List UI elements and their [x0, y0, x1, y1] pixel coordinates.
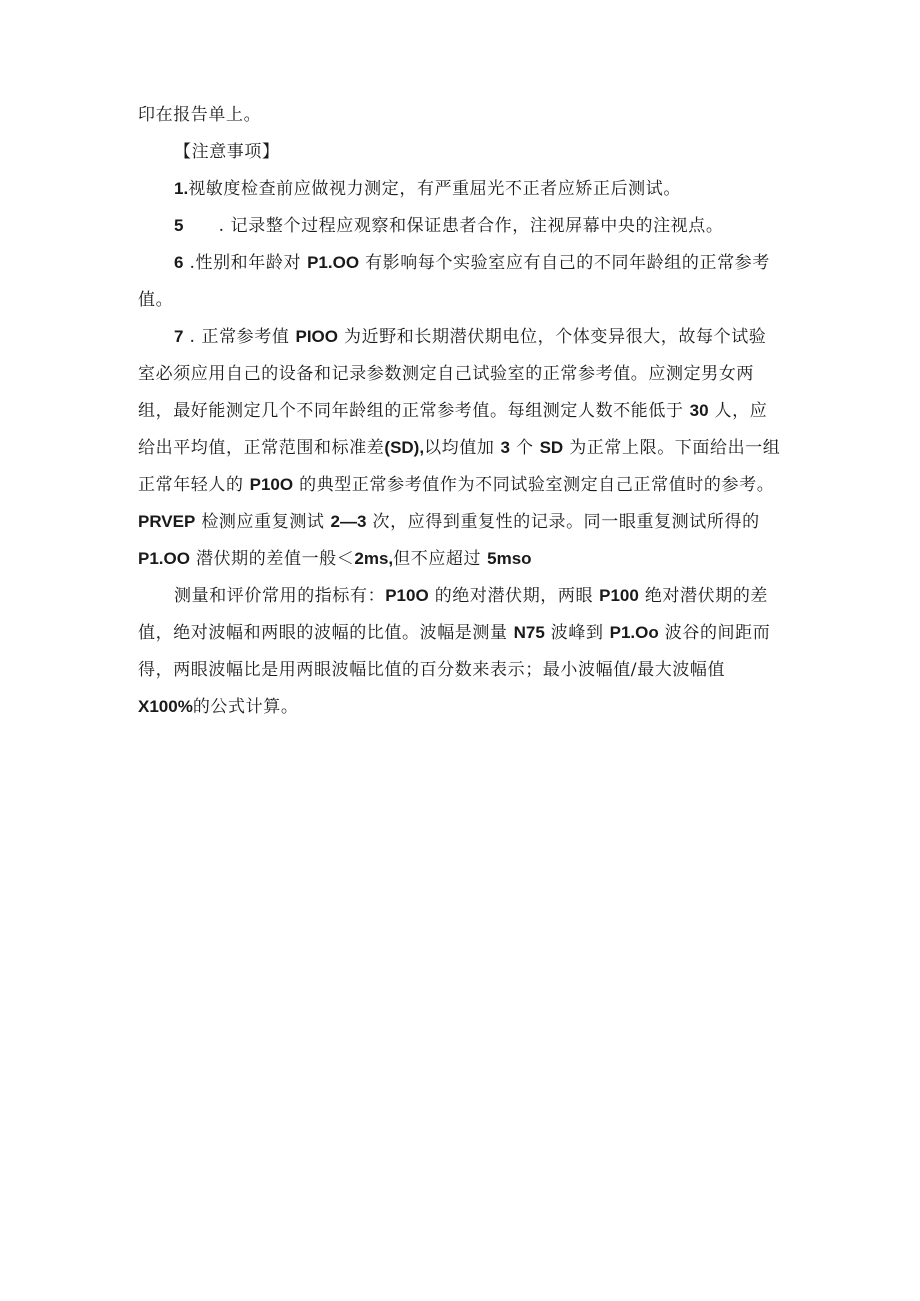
- text-run: .性别和年龄对: [183, 253, 308, 273]
- text-line: [174, 584, 768, 608]
- text-line: [174, 251, 770, 275]
- bold-text-run: P1.Oo: [609, 623, 659, 642]
- text-run: 有影响每个实验室应有自己的不同年龄组的正常参考: [359, 253, 770, 273]
- bold-text-run: P10O: [249, 475, 294, 494]
- text-run: 个: [509, 438, 540, 458]
- bold-text-run: SD: [539, 438, 564, 457]
- bold-text-run: P100: [599, 586, 639, 605]
- text-run: 但不应超过: [393, 549, 488, 569]
- text-line: [138, 547, 532, 571]
- text-run: 为近野和长期潜伏期电位，个体变异很大，故每个试验: [338, 327, 767, 347]
- text-run: 波峰到: [544, 623, 610, 643]
- text-run: 测量和评价常用的指标有：: [174, 586, 386, 606]
- bold-text-run: N75: [513, 623, 545, 642]
- text-run: 印在报告单上。: [138, 105, 262, 125]
- text-line: [138, 362, 754, 386]
- text-run: 正常年轻人的: [138, 475, 250, 495]
- bold-text-run: PRVEP: [138, 512, 196, 531]
- text-line: [138, 399, 767, 423]
- bold-text-run: 7: [174, 327, 184, 346]
- bold-text-run: 5mso: [487, 549, 532, 568]
- text-run: 潜伏期的差值一般＜: [189, 549, 355, 569]
- text-run: 为正常上限。下面给出一组: [563, 438, 781, 458]
- bold-text-run: 3: [500, 438, 510, 457]
- text-line: [138, 658, 725, 682]
- bold-text-run: P1.OO: [138, 549, 190, 568]
- text-run: 的典型正常参考值作为不同试验室测定自己正常值时的参考。: [293, 475, 775, 495]
- text-line: [138, 288, 173, 312]
- text-run: 的绝对潜伏期，两眼: [428, 586, 600, 606]
- bold-text-run: P1.OO: [307, 253, 360, 272]
- text-run: 值，绝对波幅和两眼的波幅的比值。波幅是测量: [138, 623, 514, 643]
- text-line: [174, 325, 766, 349]
- text-run: 【注意事项】: [174, 142, 280, 162]
- bold-text-run: 5: [174, 216, 184, 235]
- text-line: [138, 436, 780, 460]
- bold-text-run: (SD),: [384, 438, 425, 457]
- bold-text-run: 30: [689, 401, 709, 420]
- text-run: 得，两眼波幅比是用两眼波幅比值的百分数来表示；最小波幅值/最大波幅值: [138, 660, 726, 680]
- text-run: 次，应得到重复性的记录。同一眼重复测试所得的: [366, 512, 760, 532]
- section-heading: [174, 140, 280, 164]
- text-run: 绝对潜伏期的差: [638, 586, 769, 606]
- text-run: 的公式计算。: [192, 697, 299, 717]
- text-line: [138, 473, 774, 497]
- text-line: [138, 103, 261, 127]
- text-run: 视敏度检查前应做视力测定，有严重屈光不正者应矫正后测试。: [188, 179, 681, 199]
- bold-text-run: 1.: [174, 179, 189, 198]
- bold-text-run: 2—3: [330, 512, 367, 531]
- text-run: 室必须应用自己的设备和记录参数测定自己试验室的正常参考值。应测定男女两: [138, 364, 754, 384]
- text-run: 以均值加: [424, 438, 501, 458]
- bold-text-run: X100%: [138, 697, 193, 716]
- text-run: . 正常参考值: [183, 327, 296, 347]
- text-line: [174, 177, 681, 201]
- text-line: [138, 510, 760, 534]
- text-line: [174, 214, 723, 238]
- text-run: 值。: [138, 290, 174, 310]
- text-line: [138, 695, 298, 719]
- text-run: 波谷的间距而: [658, 623, 771, 643]
- text-run: 组，最好能测定几个不同年龄组的正常参考值。每组测定人数不能低于: [138, 401, 690, 421]
- text-line: [138, 621, 770, 645]
- text-run: 检测应重复测试: [195, 512, 331, 532]
- text-run: . 记录整个过程应观察和保证患者合作，注视屏幕中央的注视点。: [183, 216, 724, 236]
- text-run: 给出平均值，正常范围和标准差: [138, 438, 385, 458]
- bold-text-run: P10O: [385, 586, 429, 605]
- bold-text-run: 2ms,: [354, 549, 394, 568]
- bold-text-run: PIOO: [295, 327, 338, 346]
- text-run: 人，应: [708, 401, 768, 421]
- bold-text-run: 6: [174, 253, 184, 272]
